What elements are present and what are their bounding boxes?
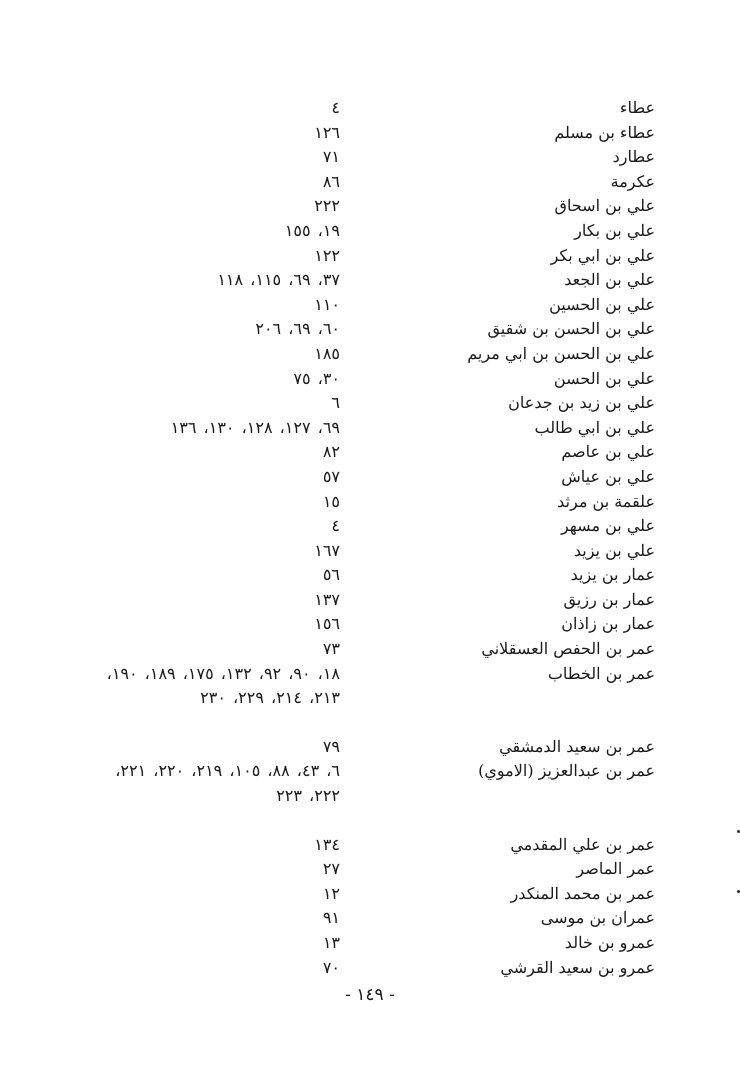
page-references: ٥٧ — [322, 466, 340, 486]
entry-name: علي بن اسحاق — [554, 196, 655, 216]
page-references: ٤ — [331, 516, 340, 536]
index-entry — [60, 416, 655, 441]
index-entry — [60, 735, 655, 760]
page-references: ٣٠، ٧٥ — [293, 368, 340, 388]
page-references: ١١٠ — [314, 294, 340, 314]
index-entry — [60, 219, 655, 244]
entry-name: عمار بن يزيد — [570, 565, 655, 585]
entry-pages — [60, 931, 435, 956]
index-entry — [60, 931, 655, 956]
index-entry — [60, 588, 655, 613]
entry-name: عمرو بن سعيد القرشي — [500, 957, 655, 977]
index-entry — [60, 906, 655, 931]
entry-name: علي بن الحسن — [553, 368, 655, 388]
entry-pages — [60, 121, 435, 146]
entry-name: عمر بن الحفص العسقلاني — [481, 639, 655, 659]
page-references: ٧٣ — [322, 639, 340, 659]
page-references: ٨٢ — [322, 442, 340, 462]
entry-pages — [60, 244, 435, 269]
index-entry — [60, 317, 655, 342]
index-entry — [60, 539, 655, 564]
index-entry — [60, 145, 655, 170]
entry-pages — [60, 293, 435, 318]
page-references: ٢٢٢ — [314, 196, 340, 216]
page-references: ١٣٤ — [314, 834, 340, 854]
entry-name: عمر بن الخطاب — [547, 663, 655, 683]
index-entry — [60, 367, 655, 392]
entry-name: علقمة بن مرثد — [557, 491, 655, 511]
entry-pages — [60, 96, 435, 121]
entry-name: عمر بن سعيد الدمشقي — [499, 736, 655, 756]
index-entry — [60, 268, 655, 293]
entry-name: علي بن الحسن بن ابي مريم — [467, 343, 655, 363]
index-entry — [60, 514, 655, 539]
page-references: ١٩، ١٥٥ — [284, 220, 340, 240]
page-references: ١٨، ٩٠، ٩٢، ١٣٢، ١٧٥، ١٨٩، ١٩٠، — [106, 663, 340, 683]
entry-pages — [60, 612, 435, 637]
index-entry — [60, 612, 655, 637]
index-entry — [60, 563, 655, 588]
index-entry — [60, 465, 655, 490]
entry-pages — [60, 563, 435, 588]
index-entry — [60, 293, 655, 318]
entry-pages — [60, 170, 435, 195]
entry-name: عمر بن محمد المنكدر — [510, 883, 655, 903]
entry-pages — [60, 416, 435, 441]
entry-name: عكرمة — [610, 171, 655, 191]
entry-name: عمار بن زاذان — [561, 614, 655, 634]
entry-pages — [60, 490, 435, 515]
entry-pages — [60, 514, 435, 539]
entry-name: علي بن عاصم — [561, 442, 655, 462]
entry-name: علي بن الحسين — [549, 294, 655, 314]
page-references: ٤ — [331, 98, 340, 117]
index-entry — [60, 637, 655, 662]
entry-pages — [60, 833, 435, 858]
entry-pages — [60, 539, 435, 564]
page-references: ٧٠ — [322, 957, 340, 977]
page-references: ١٢ — [322, 883, 340, 903]
index-entry — [60, 956, 655, 981]
entry-pages — [60, 662, 435, 711]
entry-name: علي بن ابي بكر — [550, 245, 655, 265]
name-index-list — [60, 96, 655, 980]
entry-name: عمار بن رزيق — [563, 589, 655, 609]
entry-pages — [60, 906, 435, 931]
page-references: ٦٩، ١٢٧، ١٢٨، ١٣٠، ١٣٦ — [170, 417, 340, 437]
page-references: ١٣٧ — [314, 589, 340, 609]
entry-name: عطاء — [619, 98, 655, 117]
page-references: ٦٠، ٦٩، ٢٠٦ — [255, 319, 340, 339]
page-references: ٢٧ — [322, 859, 340, 879]
entry-pages — [60, 588, 435, 613]
page-references: ١٢٦ — [314, 122, 340, 142]
entry-name: عمر بن عبدالعزيز (الاموي) — [478, 761, 655, 781]
entry-pages — [60, 268, 435, 293]
index-entry — [60, 244, 655, 269]
page-references: ١٨٥ — [314, 343, 340, 363]
index-entry — [60, 194, 655, 219]
entry-name: علي بن زيد بن جدعان — [508, 393, 655, 413]
page-references: ٧٩ — [322, 736, 340, 756]
page-references: ٨٦ — [322, 171, 340, 191]
entry-pages — [60, 857, 435, 882]
entry-name: عمر الماصر — [576, 859, 655, 879]
entry-name: علي بن يزيد — [573, 540, 655, 560]
index-entry — [60, 759, 655, 808]
entry-name: علي بن الجعد — [564, 270, 655, 290]
index-entry — [60, 662, 655, 711]
index-entry — [60, 342, 655, 367]
index-entry — [60, 391, 655, 416]
entry-name: عطارد — [612, 147, 655, 167]
entry-pages — [60, 735, 435, 760]
page-references: ٢٢٢، ٢٢٣ — [276, 786, 340, 806]
page-references: ٦ — [331, 393, 340, 413]
entry-name: عمران بن موسى — [540, 908, 655, 928]
index-entry — [60, 170, 655, 195]
page-references: ٦، ٤٣، ٨٨، ١٠٥، ٢١٩، ٢٢٠، ٢٢١، — [115, 761, 340, 781]
index-entry — [60, 121, 655, 146]
entry-pages — [60, 367, 435, 392]
index-entry — [60, 490, 655, 515]
index-entry — [60, 882, 655, 907]
entry-pages — [60, 317, 435, 342]
entry-pages — [60, 637, 435, 662]
page-references: ١٣ — [322, 933, 340, 952]
entry-pages — [60, 440, 435, 465]
page-references: ٥٦ — [322, 565, 340, 585]
page-references: ١٢٢ — [314, 245, 340, 265]
index-entry — [60, 440, 655, 465]
entry-name: عمر بن علي المقدمي — [510, 834, 655, 854]
entry-pages — [60, 194, 435, 219]
entry-name: علي بن عياش — [561, 466, 655, 486]
entry-name: علي بن بكار — [574, 220, 655, 240]
index-entry — [60, 857, 655, 882]
page-references: ٧١ — [322, 147, 340, 167]
page-number: - ١٤٩ - — [345, 985, 395, 1005]
page-references: ١٦٧ — [314, 540, 340, 560]
entry-pages — [60, 882, 435, 907]
entry-pages — [60, 342, 435, 367]
entry-pages — [60, 391, 435, 416]
entry-name: عمرو بن خالد — [564, 933, 655, 952]
entry-pages — [60, 219, 435, 244]
page-references: ١٥٦ — [314, 614, 340, 634]
page-references: ١٥ — [322, 491, 340, 511]
index-entry — [60, 833, 655, 858]
entry-pages — [60, 759, 435, 808]
entry-name: عطاء بن مسلم — [554, 122, 655, 142]
entry-name: علي بن ابي طالب — [534, 417, 655, 437]
entry-pages — [60, 145, 435, 170]
entry-name: علي بن الحسن بن شقيق — [487, 319, 655, 339]
page-references: ٩١ — [322, 908, 340, 928]
index-entry — [60, 96, 655, 121]
entry-pages — [60, 956, 435, 981]
entry-name: علي بن مسهر — [560, 516, 655, 536]
entry-pages — [60, 465, 435, 490]
page-references: ٢١٣، ٢١٤، ٢٢٩، ٢٣٠ — [200, 688, 340, 708]
page-references: ٣٧، ٦٩، ١١٥، ١١٨ — [217, 270, 340, 290]
